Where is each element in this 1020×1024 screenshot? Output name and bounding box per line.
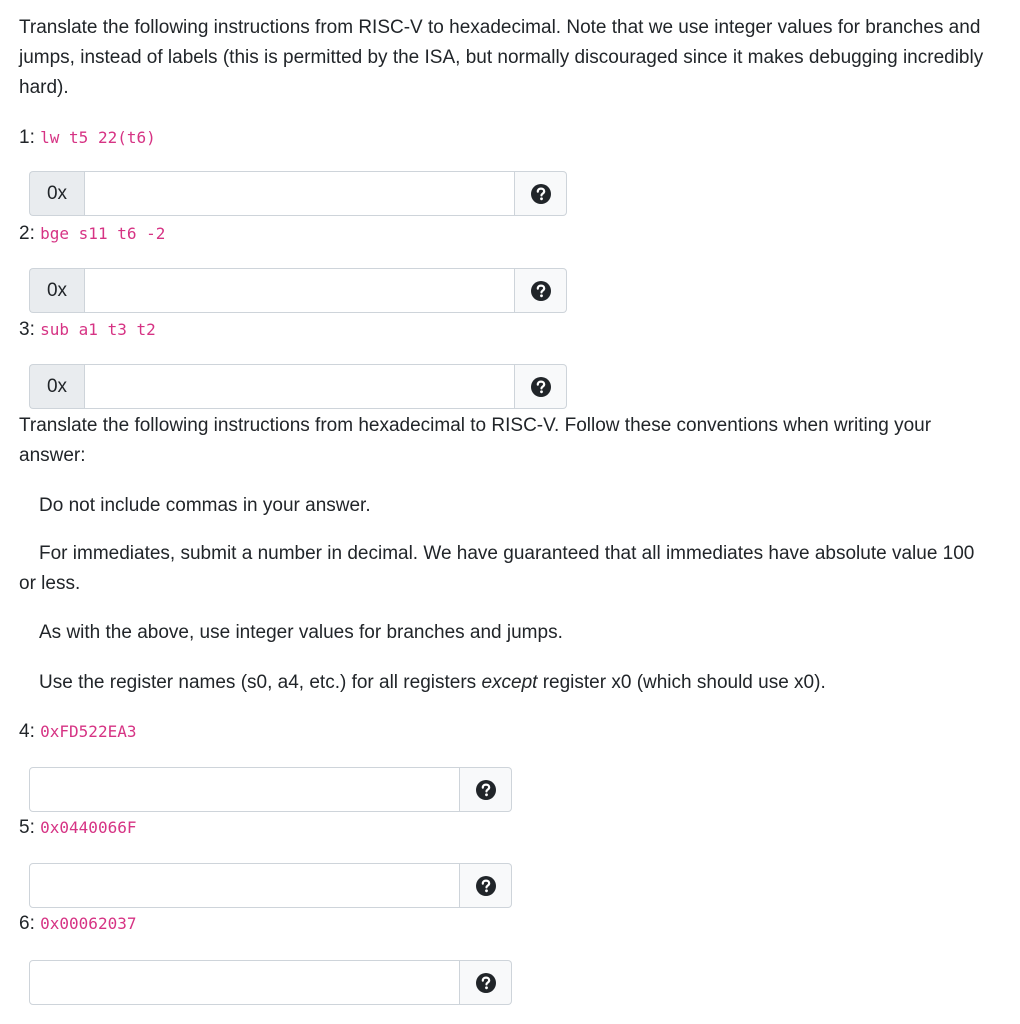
question-6-label [19, 912, 136, 936]
question-circle-icon [530, 376, 552, 398]
question-circle-icon [530, 183, 552, 205]
convention-immediates: For immediates, submit a number in decimal. We have guaranteed that all immediates have absolute value 100 or less. [19, 543, 975, 594]
convention-registers-text-end: register x0 (which should use x0). [537, 672, 826, 693]
question-code: bge s11 t6 -2 [40, 224, 166, 243]
hex-prefix: 0x [29, 268, 84, 313]
question-number: 4: [19, 721, 35, 742]
question-2-label [19, 222, 165, 246]
convention-commas: Do not include commas in your answer. [39, 495, 371, 516]
question-5-input[interactable] [29, 863, 460, 908]
question-code: 0x0440066F [40, 818, 137, 837]
question-5-answer-group [29, 863, 512, 908]
question-1-label [19, 126, 156, 150]
hex-prefix: 0x [29, 171, 84, 216]
question-number: 5: [19, 817, 35, 838]
question-5-label [19, 816, 136, 840]
question-code: sub a1 t3 t2 [40, 320, 156, 339]
question-code: lw t5 22(t6) [40, 128, 156, 147]
question-circle-icon [530, 280, 552, 302]
question-circle-icon [475, 875, 497, 897]
question-4-label [19, 720, 136, 744]
convention-registers-text: Use the register names (s0, a4, etc.) for all registers [39, 672, 482, 693]
question-1-input[interactable] [84, 171, 515, 216]
question-4-answer-group [29, 767, 512, 812]
question-3-help-button[interactable] [515, 364, 567, 409]
question-6-help-button[interactable] [460, 960, 512, 1005]
question-3-input[interactable] [84, 364, 515, 409]
question-6-answer-group [29, 960, 512, 1005]
question-3-answer-group [29, 364, 567, 409]
question-circle-icon [475, 779, 497, 801]
question-1-help-button[interactable] [515, 171, 567, 216]
question-2-input[interactable] [84, 268, 515, 313]
question-6-input[interactable] [29, 960, 460, 1005]
question-code: 0x00062037 [40, 914, 137, 933]
question-circle-icon [475, 972, 497, 994]
question-4-help-button[interactable] [460, 767, 512, 812]
question-number: 2: [19, 223, 35, 244]
intro-riscv-text: Translate the following instructions from hexadecimal to RISC-V. Follow these conventions when writing your answer: [19, 415, 932, 466]
question-1-answer-group [29, 171, 567, 216]
question-number: 6: [19, 913, 35, 934]
question-number: 3: [19, 319, 35, 340]
convention-registers [19, 668, 994, 698]
question-code: 0xFD522EA3 [40, 722, 137, 741]
convention-registers-emphasis: except [481, 672, 538, 693]
intro-hex-text: Translate the following instructions from RISC-V to hexadecimal. Note that we use integer values for branches and jumps, instead of labels (this is permitted by the ISA, but normally discouraged since it makes debugging incredibly hard). [19, 17, 984, 98]
hex-prefix: 0x [29, 364, 84, 409]
convention-branches: As with the above, use integer values for branches and jumps. [39, 622, 563, 643]
question-5-help-button[interactable] [460, 863, 512, 908]
question-2-help-button[interactable] [515, 268, 567, 313]
question-2-answer-group [29, 268, 567, 313]
question-number: 1: [19, 127, 35, 148]
question-3-label [19, 318, 156, 342]
question-4-input[interactable] [29, 767, 460, 812]
